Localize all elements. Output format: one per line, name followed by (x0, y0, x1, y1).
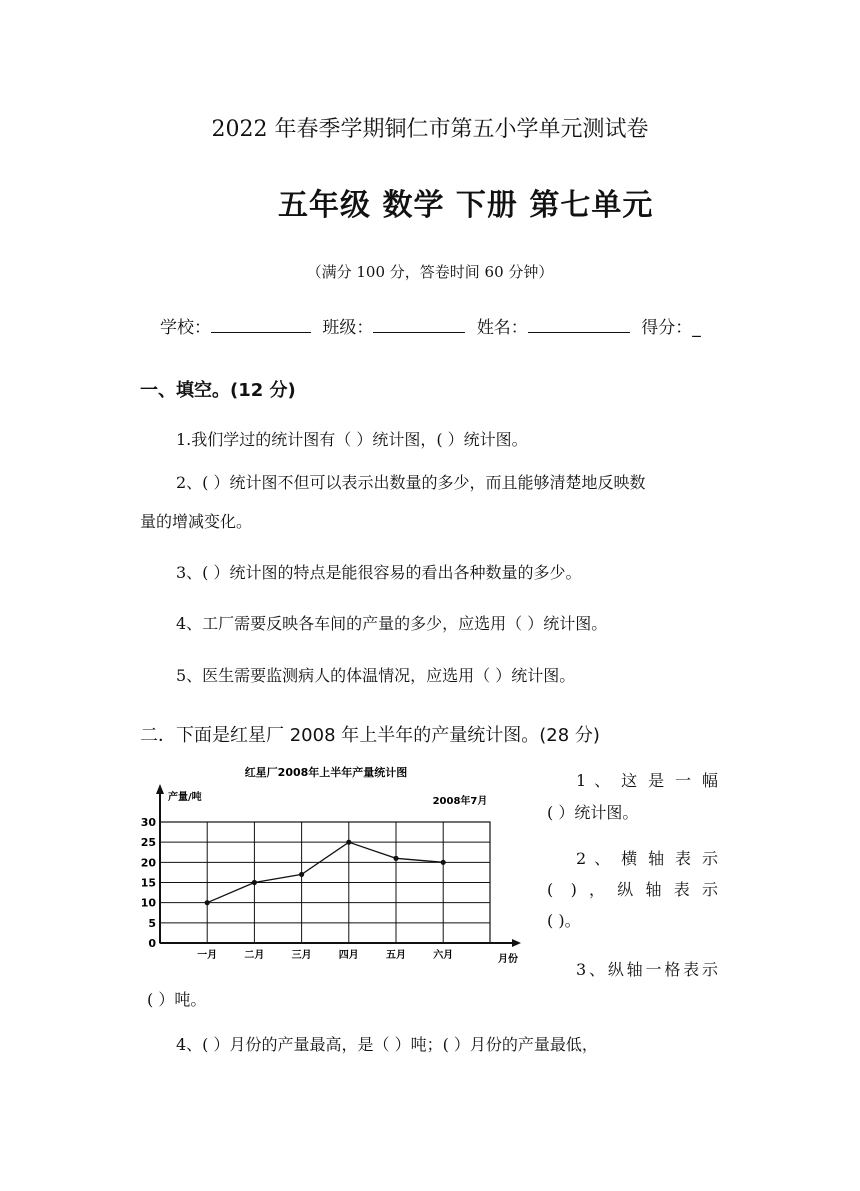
section2-heading: 二．下面是红星厂 2008 年上半年的产量统计图。(28 分) (140, 725, 600, 746)
data-point (205, 900, 210, 905)
x-tick-label: 三月 (291, 950, 312, 961)
y-axis-arrow (156, 784, 164, 794)
exam-title: 2022 年春季学期铜仁市第五小学单元测试卷 (211, 117, 649, 142)
school-field[interactable] (211, 316, 311, 333)
y-tick-label: 20 (140, 856, 156, 870)
exam-subtitle: 五年级 数学 下册 第七单元 (278, 188, 654, 223)
question-4: 4、工厂需要反映各车间的产量的多少，应选用（ ）统计图。 (176, 614, 608, 633)
question-1: 1.我们学过的统计图有（ ）统计图，( ）统计图。 (176, 430, 528, 449)
x-axis-arrow (512, 939, 521, 947)
x-tick-label: 一月 (197, 950, 218, 961)
x-tick-label: 五月 (386, 950, 406, 961)
class-label: 班级： (322, 318, 374, 338)
score-label: 得分：_ (641, 318, 701, 338)
question-2-line1: 2、( ）统计图不但可以表示出数量的多少，而且能够清楚地反映数 (176, 473, 646, 492)
x-axis-label: 月份 (498, 954, 518, 965)
question-3: 3、( ）统计图的特点是能很容易的看出各种数量的多少。 (176, 563, 582, 582)
y-tick-label: 30 (140, 816, 156, 829)
y-tick-label: 15 (140, 876, 156, 890)
y-axis-label: 产量/吨 (168, 792, 202, 803)
y-tick-label: 10 (140, 896, 156, 910)
name-label: 姓名： (476, 318, 528, 338)
chart-title: 红星厂2008年上半年产量统计图 (244, 766, 408, 779)
data-point (299, 872, 304, 877)
q2-1-line2: ( ）统计图。 (547, 803, 639, 822)
chart-date-note: 2008年7月 (432, 796, 488, 807)
series-line (207, 842, 443, 903)
class-field[interactable] (373, 316, 465, 333)
q2-2-line3: ( )。 (547, 911, 581, 930)
section1-heading: 一、填空。(12 分) (140, 380, 296, 401)
q2-2-line2: ( )，纵轴表示 (547, 880, 718, 899)
data-point (441, 860, 446, 865)
q2-1-line1: 1 、 这 是 一 幅 (576, 771, 718, 790)
x-tick-label: 四月 (338, 950, 359, 961)
x-tick-label: 二月 (244, 950, 265, 961)
school-label: 学校： (160, 318, 211, 338)
y-tick-label: 25 (140, 836, 156, 850)
data-point (252, 880, 257, 885)
exam-note: （满分 100 分，答卷时间 60 分钟） (306, 263, 554, 281)
q2-4: 4、( ）月份的产量最高，是（ ）吨；( ）月份的产量最低， (176, 1035, 598, 1054)
y-tick-label: 0 (148, 937, 156, 950)
student-info-line (160, 313, 701, 338)
question-5: 5、医生需要监测病人的体温情况，应选用（ ）统计图。 (176, 666, 576, 685)
q2-3-line1: 3、纵轴一格表示 (576, 960, 718, 979)
q2-2-line1: 2 、 横 轴 表 示 (576, 849, 718, 868)
question-2-line2: 量的增减变化。 (140, 512, 253, 531)
name-field[interactable] (528, 316, 630, 333)
data-point (393, 856, 398, 861)
x-tick-label: 六月 (433, 950, 454, 961)
q2-3-line2: ( ）吨。 (147, 990, 207, 1009)
production-line-chart (140, 760, 530, 975)
data-point (346, 840, 351, 845)
y-tick-label: 5 (148, 916, 156, 930)
